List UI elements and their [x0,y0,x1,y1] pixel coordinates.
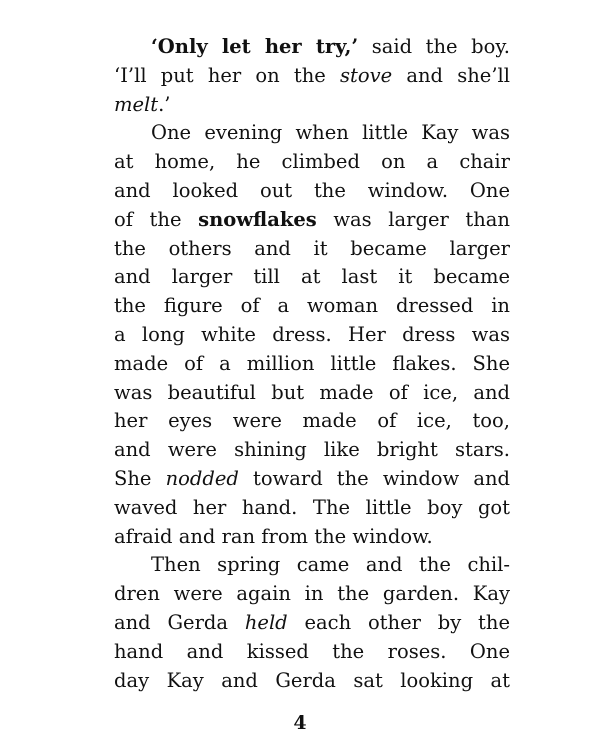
text-line: and were shining like bright stars. [114,438,510,462]
text-line: ‘I’ll put her on the stove and she’ll [114,63,510,87]
italic-word: melt [114,92,159,116]
text-line: ‘Only let her try,’ said the boy. [151,35,511,58]
text-line: dren were again in the garden. Kay [114,582,510,606]
text-line: at home, he climbed on a chair [114,150,510,174]
text-line: afraid and ran from the window. [114,524,433,548]
text-line: was beautiful but made of ice, and [114,380,510,404]
italic-word: stove [340,63,393,87]
bold-word: snowflakes [198,207,317,231]
text-line: the figure of a woman dressed in [114,294,510,318]
text-line: and Gerda held each other by the [114,610,510,634]
text-line: melt.’ [114,92,171,116]
text-line: a long white dress. Her dress was [114,322,510,346]
italic-word: nodded [165,466,239,490]
italic-word: held [244,610,288,634]
text-line: and larger till at last it became [114,265,510,289]
text-line: and looked out the window. One [114,178,510,202]
text-line: hand and kissed the roses. One [114,639,510,663]
text-line: her eyes were made of ice, too, [114,409,510,433]
text-line: day Kay and Gerda sat looking at [114,668,510,692]
text-line: made of a million little flakes. She [114,351,510,375]
text-line: waved her hand. The little boy got [114,495,510,519]
text-line: One evening when little Kay was [151,121,510,145]
text-line: She nodded toward the window and [114,466,511,490]
text-line: of the snowflakes was larger than [114,207,510,231]
text-line: Then spring came and the chil- [151,553,510,577]
page-text [114,33,510,695]
page-number: 4 [293,712,307,734]
text-line: the others and it became larger [114,236,510,260]
bold-dialogue: ‘Only let her try,’ [151,35,359,58]
